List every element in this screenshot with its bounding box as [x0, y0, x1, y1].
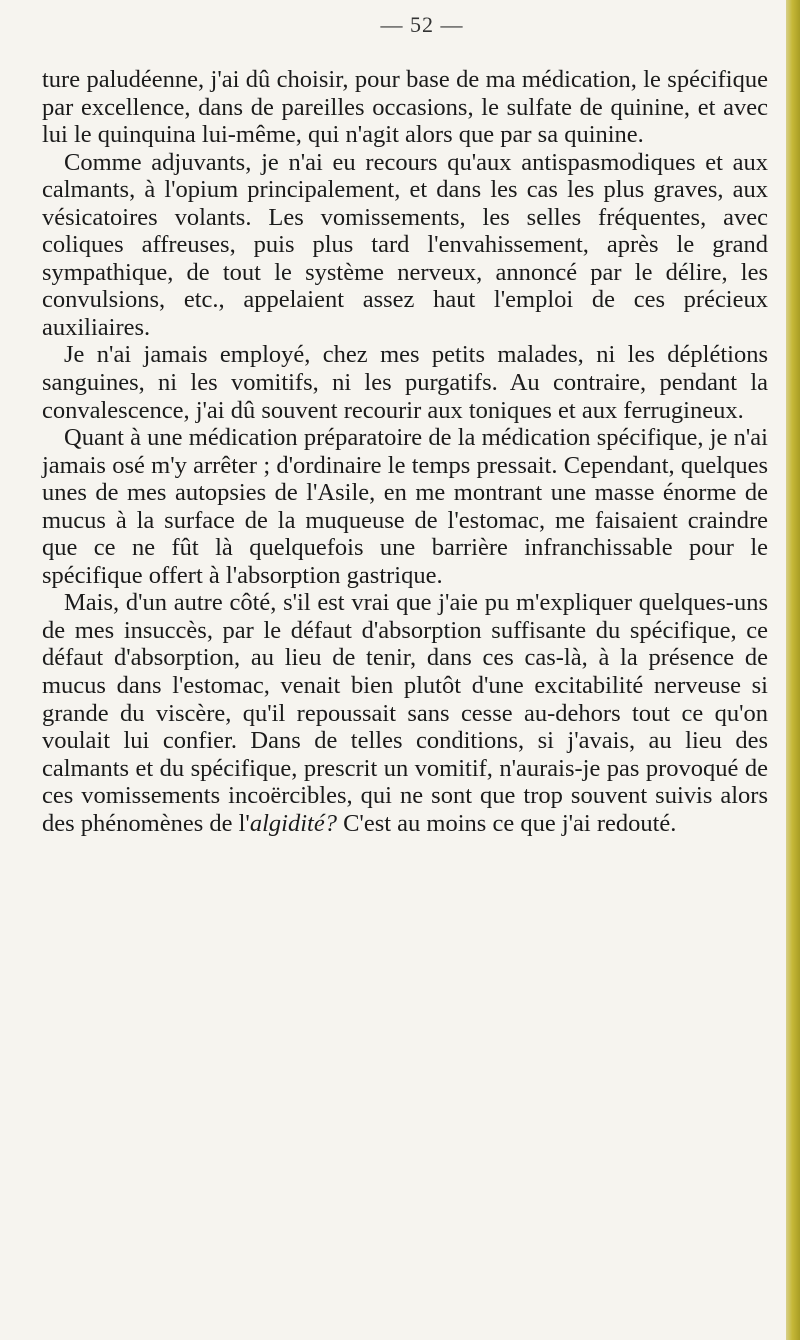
page-number: — 52 — — [380, 12, 464, 37]
paragraph-5 — [42, 589, 768, 837]
paragraph-5-text: Mais, d'un autre côté, s'il est vrai que j'aie pu m'expliquer quelques-uns de mes insuccès, par le défaut d'absorption suffisante du spécifique, ce défaut d'absorption, au lieu de tenir, dans ces cas-là, à la présence de mucus dans l'estomac, venait bien plutôt d'une excitabilité nerveuse si grande du viscère, qu'il repoussait sans cesse au-dehors tout ce qu'on voulait lui confier. Dans de telles conditions, si j'avais, au lieu des calmants et du spécifique, prescrit un vomitif, n'aurais-je pas provoqué de ces vomissements incoërcibles, qui ne sont que trop souvent suivis alors des phénomènes de l' — [42, 589, 768, 837]
paragraph-5-end: C'est au moins ce que j'ai redouté. — [336, 809, 677, 837]
paragraph-3: Je n'ai jamais employé, chez mes petits malades, ni les déplétions sanguines, ni les vomitifs, ni les purgatifs. Au contraire, pendant la convalescence, j'ai dû souvent recourir aux toniques et aux ferrugineux. — [42, 341, 768, 424]
paragraph-2: Comme adjuvants, je n'ai eu recours qu'aux antispasmodiques et aux calmants, à l'opium principalement, et dans les cas les plus graves, aux vésicatoires volants. Les vomissements, les selles fréquentes, avec coliques affreuses, puis plus tard l'envahissement, après le grand sympathique, de tout le système nerveux, annoncé par le délire, les convulsions, etc., appelaient assez haut l'emploi de ces précieux auxiliaires. — [42, 148, 768, 341]
body-text — [42, 66, 768, 837]
page-edge — [786, 0, 800, 1340]
paragraph-5-italic: algidité? — [249, 809, 337, 837]
paragraph-1: ture paludéenne, j'ai dû choisir, pour base de ma médication, le spécifique par excellence, dans de pareilles occasions, le sulfate de quinine, et avec lui le quinquina lui-même, qui n'agit alors que par sa quinine. — [42, 66, 768, 149]
paragraph-4: Quant à une médication préparatoire de la médication spécifique, je n'ai jamais osé m'y arrêter ; d'ordinaire le temps pressait. Cependant, quelques unes de mes autopsies de l'Asile, en me montrant une masse énorme de mucus à la surface de la muqueuse de l'estomac, me faisaient craindre que ce ne fût là quelquefois une barrière infranchissable pour le spécifique offert à l'absorption gastrique. — [42, 424, 768, 589]
